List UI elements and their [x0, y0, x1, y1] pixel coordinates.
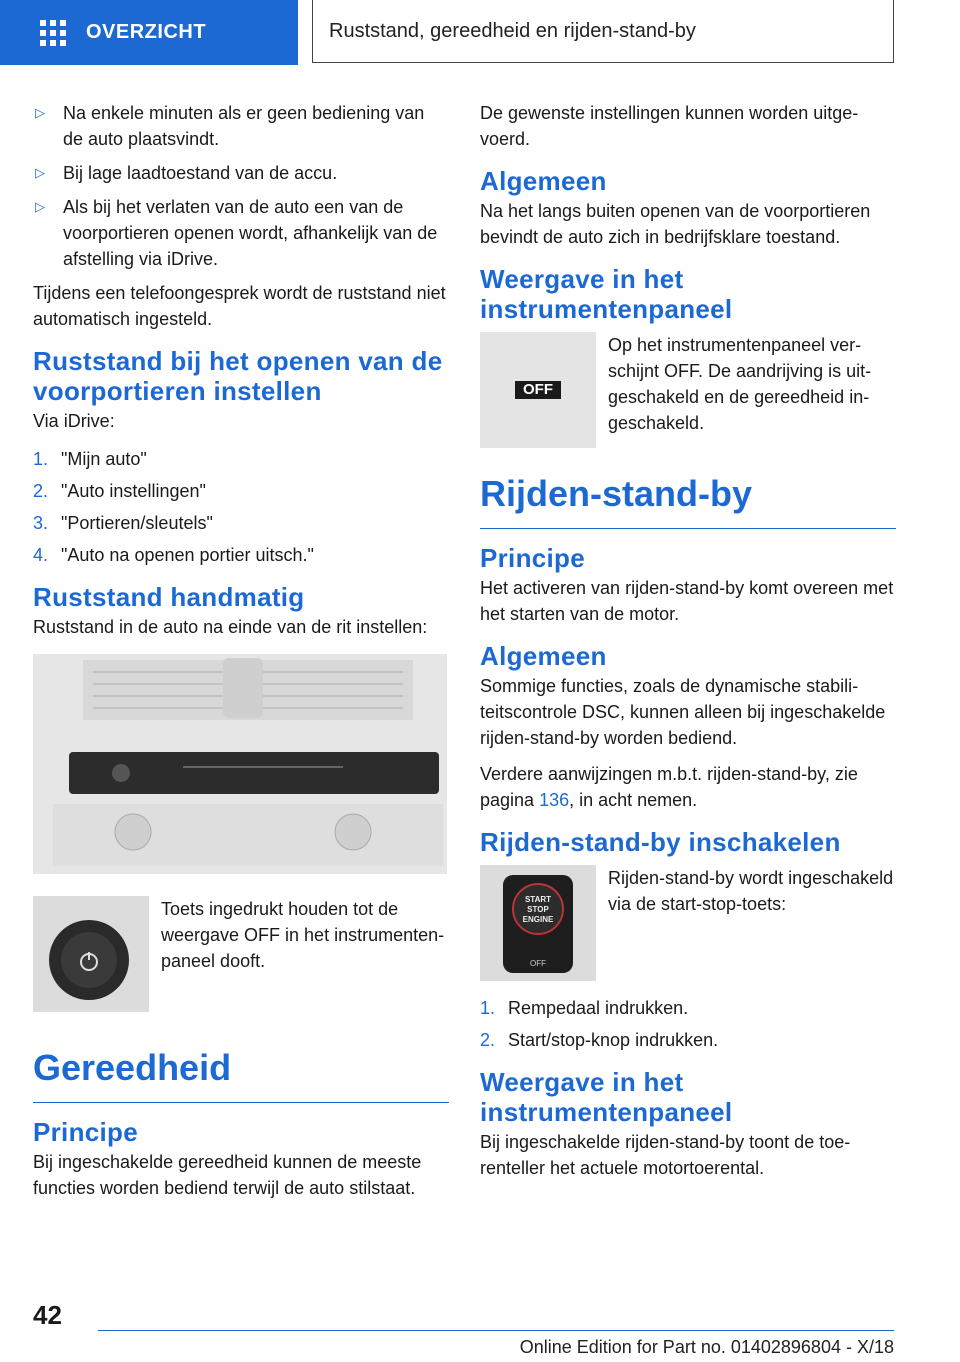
- power-button-image: [33, 896, 149, 1012]
- triangle-bullet-icon: ▷: [35, 105, 45, 120]
- step-item: 3. "Portieren/sleutels": [33, 513, 213, 533]
- heading-rijden-stand-by: Rijden-stand-by: [480, 472, 896, 529]
- via-idrive-text: Via iDrive:: [33, 411, 115, 431]
- heading-algemeen: Algemeen: [480, 166, 607, 196]
- triangle-bullet-icon: ▷: [35, 199, 45, 214]
- off-label: OFF: [515, 381, 561, 399]
- dashboard-image: [33, 654, 447, 874]
- heading-weergave: Weergave in het instrumentenpaneel: [480, 264, 733, 324]
- footer-divider: [98, 1330, 894, 1331]
- bullet-item: ▷ Na enkele minuten als er geen bediening van de auto plaatsvindt.: [33, 100, 449, 152]
- algemeen2-text: Sommige functies, zoals de dynamische stabiliteitscontrole DSC, kunnen alleen bij ingeschakelde rijden-stand-by worden bediend.: [480, 676, 886, 748]
- page-header-title: Ruststand, gereedheid en rijden-stand-by: [312, 0, 894, 63]
- start-stop-button: [503, 875, 573, 973]
- dashboard-illustration: [33, 654, 447, 874]
- grid-icon: [40, 20, 66, 46]
- button-image-row: [33, 896, 449, 1012]
- heading-handmatig: Ruststand handmatig: [33, 582, 305, 612]
- left-column: [33, 100, 449, 1211]
- page-link-136[interactable]: 136: [539, 790, 570, 810]
- heading-weergave-2: Weergave in het instrumentenpaneel: [480, 1067, 733, 1127]
- off-display-image: [480, 332, 596, 448]
- weergave-text: Op het instrumentenpaneel verschijnt OFF. De aandrijving is uitgeschakeld en de gereedheid ingeschakeld.: [608, 335, 872, 433]
- heading-ruststand-openen: Ruststand bij het openen van de voorportieren instellen: [33, 346, 443, 406]
- inschakelen-text: Rijden-stand-by wordt ingeschakeld via de start-stop-toets:: [608, 868, 894, 914]
- start-stop-off-label: OFF: [530, 959, 546, 968]
- weergave2-text: Bij ingeschakelde rijden-stand-by toont de toerenteller het actuele motortoerental.: [480, 1132, 851, 1178]
- right-column: [480, 100, 896, 1191]
- edition-text: Online Edition for Part no. 01402896804 - X/18: [519, 1337, 894, 1357]
- principe2-text: Het activeren van rijden-stand-by komt overeen met het starten van de motor.: [480, 578, 894, 624]
- bullet-item: ▷ Als bij het verlaten van de auto een van de voorportieren openen wordt, afhankelijk van de afstelling via iDrive.: [33, 194, 449, 272]
- button-text: Toets ingedrukt houden tot de weergave OFF in het instrumentenpaneel dooft.: [161, 899, 445, 971]
- step-item: 2. "Auto instellingen": [33, 481, 206, 501]
- step-item: 2. Start/stop-knop indrukken.: [480, 1030, 719, 1050]
- verdere-text: Verdere aanwijzingen m.b.t. rijden-stand-by, zie pagina 136, in acht nemen.: [480, 764, 858, 810]
- principe-text: Bij ingeschakelde gereedheid kunnen de meeste functies worden bediend terwijl de auto stilstaat.: [33, 1152, 422, 1198]
- step-item: 4. "Auto na openen portier uitsch.": [33, 545, 314, 565]
- heading-principe-2: Principe: [480, 543, 585, 573]
- overview-label: OVERZICHT: [86, 21, 207, 43]
- start-stop-button-image: [480, 865, 596, 981]
- heading-inschakelen: Rijden-stand-by inschakelen: [480, 827, 841, 857]
- heading-algemeen-2: Algemeen: [480, 641, 607, 671]
- power-knob-illustration: [33, 896, 149, 1012]
- bullet-item: ▷ Bij lage laadtoestand van de accu.: [33, 160, 449, 186]
- step-item: 1. "Mijn auto": [33, 449, 147, 469]
- start-image-row: [480, 865, 896, 981]
- algemeen-text: Na het langs buiten openen van de voorportieren bevindt de auto zich in bedrijfsklare toestand.: [480, 201, 871, 247]
- heading-gereedheid: Gereedheid: [33, 1046, 449, 1103]
- start-stop-face: START STOP ENGINE: [512, 883, 564, 935]
- paragraph: Tijdens een telefoongesprek wordt de ruststand niet automatisch ingesteld.: [33, 283, 446, 329]
- triangle-bullet-icon: ▷: [35, 165, 45, 180]
- handmatig-text: Ruststand in de auto na einde van de rit instellen:: [33, 617, 428, 637]
- intro-text: De gewenste instellingen kunnen worden uitgevoerd.: [480, 103, 859, 149]
- heading-principe: Principe: [33, 1117, 138, 1147]
- off-image-row: [480, 332, 896, 448]
- step-item: 1. Rempedaal indrukken.: [480, 998, 689, 1018]
- overview-nav-button[interactable]: [0, 0, 298, 65]
- page-number: 42: [33, 1300, 62, 1330]
